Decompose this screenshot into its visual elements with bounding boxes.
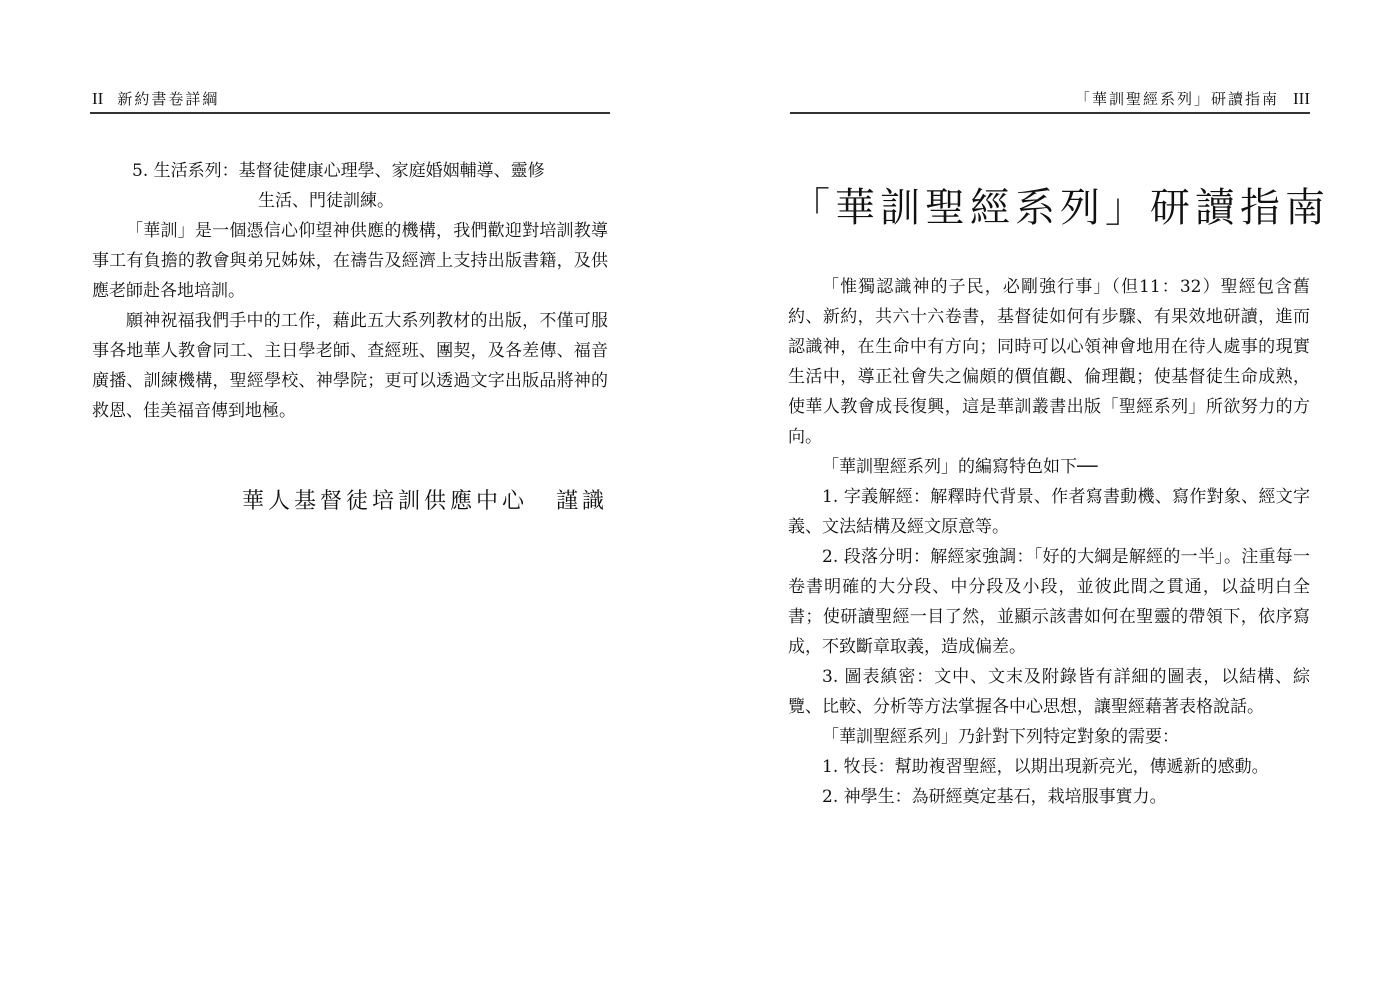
paragraph-targets-lead: 「華訓聖經系列」乃針對下列特定對象的需要：: [822, 727, 1179, 747]
target-item-1: 1. 牧長：幫助複習聖經，以期出現新亮光，傳遞新的感動。: [822, 757, 1269, 777]
header-rule: [90, 112, 610, 114]
right-page: [700, 0, 1400, 985]
page-number: III: [1293, 89, 1310, 108]
feature-item-3: 3. 圖表縝密：文中、文末及附錄皆有詳細的圖表，以結構、綜覽、比較、分析等方法掌握各中心思想，讓聖經藉著表格說話。: [788, 667, 1310, 717]
feature-item-2: 2. 段落分明：解經家強調：「好的大綱是解經的一半」。注重每一卷書明確的大分段、中分段及小段，並彼此間之貫通，以益明白全書；使研讀聖經一目了然，並顯示該書如何在聖靈的帶領下，依序寫成，不致斷章取義，造成偏差。: [788, 547, 1310, 657]
header-rule: [790, 112, 1310, 114]
list-item-5: 5. 生活系列：基督徒健康心理學、家庭婚姻輔導、靈修: [132, 161, 545, 181]
paragraph: 「華訓」是一個憑信心仰望神供應的機構，我們歡迎對培訓教導事工有負擔的教會與弟兄姊妹，在禱告及經濟上支持出版書籍，及供應老師赴各地培訓。: [92, 221, 608, 301]
signature: [242, 484, 608, 515]
chapter-title: 「華訓聖經系列」研讀指南: [790, 185, 1330, 231]
paragraph: 願神祝福我們手中的工作，藉此五大系列教材的出版，不僅可服事各地華人教會同工、主日學老師、查經班、團契，及各差傳、福音廣播、訓練機構，聖經學校、神學院；更可以透過文字出版品將神的救恩、佳美福音傳到地極。: [92, 311, 608, 421]
page-number: II: [92, 89, 104, 108]
right-body-text: [788, 272, 1310, 812]
paragraph-intro: 「惟獨認識神的子民，必剛強行事」（但11：32）聖經包含舊約、新約，共六十六卷書，基督徒如何有步驟、有果效地研讀，進而認識神，在生命中有方向；同時可以心領神會地用在待人處事的現實生活中，導正社會失之偏頗的價值觀、倫理觀；使基督徒生命成熟，使華人教會成長復興，這是華訓叢書出版「聖經系列」所欲努力的方向。: [788, 277, 1310, 447]
running-head-right: [1075, 88, 1310, 109]
list-item-5-continuation: 生活、門徒訓練。: [258, 191, 394, 211]
signature-suffix: 謹識: [555, 489, 608, 514]
left-body-text: [92, 156, 608, 426]
signature-org: 華人基督徒培訓供應中心: [241, 489, 528, 514]
feature-item-1: 1. 字義解經：解釋時代背景、作者寫書動機、寫作對象、經文字義、文法結構及經文原意等。: [788, 487, 1310, 537]
running-title: 「華訓聖經系列」研讀指南: [1075, 90, 1280, 108]
running-title: 新約書卷詳綱: [117, 90, 220, 108]
target-item-2: 2. 神學生：為研經奠定基石，栽培服事實力。: [822, 787, 1167, 807]
running-head-left: [92, 88, 219, 109]
paragraph-features-lead: 「華訓聖經系列」的編寫特色如下──: [822, 457, 1098, 477]
